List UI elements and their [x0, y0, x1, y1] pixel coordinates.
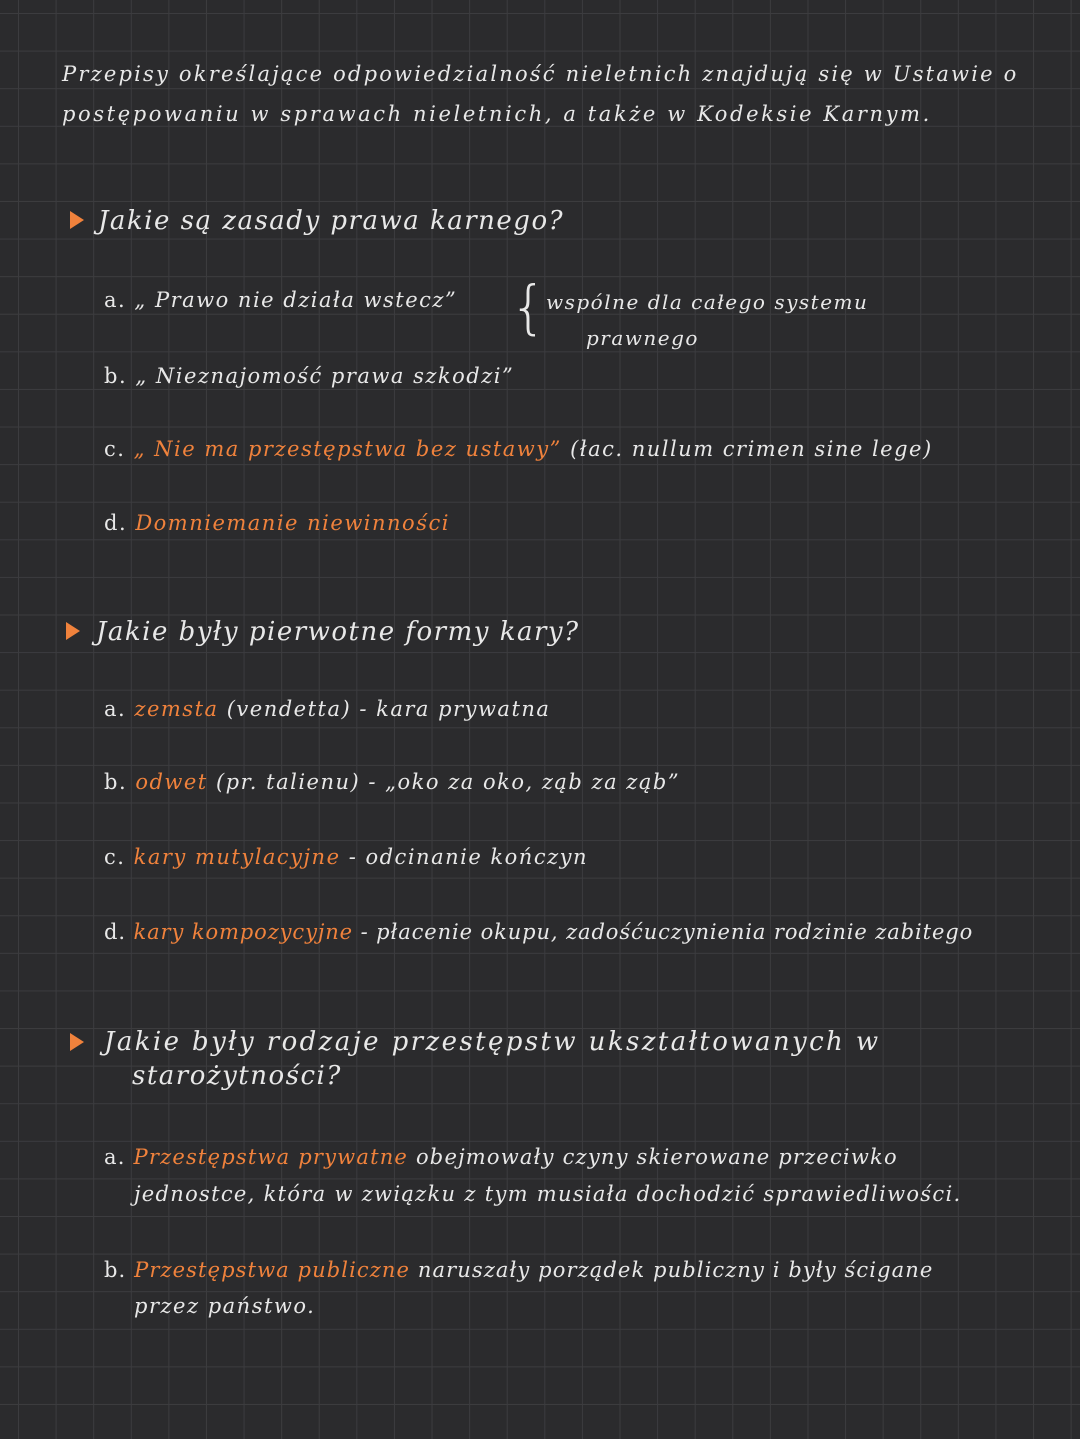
q3-a-term: Przestępstwa prywatne [133, 1145, 409, 1169]
q2-item-c [104, 845, 588, 870]
q2-c-label: c. [104, 845, 126, 869]
q1-item-d [104, 511, 450, 536]
q3-b-rest: naruszały porządek publiczny i były ścigane [417, 1258, 934, 1282]
intro-line-1: Przepisy określające odpowiedzialność nieletnich znajdują się w Ustawie o [62, 62, 1019, 86]
q1-b-label: b. [104, 364, 128, 388]
q2-a-rest: (vendetta) - kara prywatna [226, 697, 551, 721]
q1-c-label: c. [104, 437, 126, 461]
q3-b-line-2: przez państwo. [134, 1294, 316, 1318]
bullet-arrow-icon [70, 211, 84, 229]
q2-b-term: odwet [135, 770, 208, 794]
question-2-title: Jakie były pierwotne formy kary? [96, 617, 580, 647]
intro-line-2: postępowaniu w sprawach nieletnich, a także w Kodeksie Karnym. [62, 102, 932, 126]
q1-c-text: „ Nie ma przestępstwa bez ustawy” [133, 437, 562, 461]
q2-d-rest: - płacenie okupu, zadośćuczynienia rodzinie zabitego [360, 920, 974, 944]
q1-d-text: Domniemanie niewinności [135, 511, 450, 535]
q2-a-label: a. [104, 697, 127, 721]
q2-c-rest: - odcinanie kończyn [348, 845, 589, 869]
q2-d-term: kary kompozycyjne [133, 920, 354, 944]
q3-b-label: b. [104, 1258, 127, 1282]
question-3-title-line-1: Jakie były rodzaje przestępstw ukształtowanych w [104, 1027, 881, 1057]
bullet-arrow-icon [70, 1033, 84, 1051]
q2-b-rest: (pr. talienu) - „oko za oko, ząb za ząb” [215, 770, 681, 794]
q1-item-a [104, 288, 457, 313]
q2-b-label: b. [104, 770, 128, 794]
q2-c-term: kary mutylacyjne [133, 845, 341, 869]
question-1-title: Jakie są zasady prawa karnego? [98, 206, 565, 236]
q3-a-rest: obejmowały czyny skierowane przeciwko [415, 1145, 898, 1169]
q1-item-b [104, 364, 514, 389]
q3-b-term: Przestępstwa publiczne [134, 1258, 411, 1282]
q3-a-label: a. [104, 1145, 126, 1169]
q1-d-label: d. [104, 511, 128, 535]
curly-brace-icon: { [510, 273, 547, 341]
q1-brace-note-2: prawnego [586, 326, 699, 350]
q1-a-label: a. [104, 288, 127, 312]
bullet-arrow-icon [66, 622, 80, 640]
q1-brace-note-1: wspólne dla całego systemu [546, 290, 869, 314]
q2-item-a [104, 697, 550, 722]
q2-item-d [104, 920, 973, 945]
q1-item-c [104, 437, 933, 462]
q1-b-text: „ Nieznajomość prawa szkodzi” [135, 364, 515, 388]
q3-item-a [104, 1145, 898, 1170]
q3-item-b [104, 1258, 933, 1283]
q2-item-b [104, 770, 680, 795]
q2-a-term: zemsta [134, 697, 219, 721]
q1-a-text: „ Prawo nie działa wstecz” [134, 288, 458, 312]
q2-d-label: d. [104, 920, 126, 944]
q3-a-line-2: jednostce, która w związku z tym musiała dochodzić sprawiedliwości. [134, 1182, 962, 1206]
question-3-title-line-2: starożytności? [132, 1061, 342, 1091]
q1-c-note: (łac. nullum crimen sine lege) [570, 437, 933, 461]
